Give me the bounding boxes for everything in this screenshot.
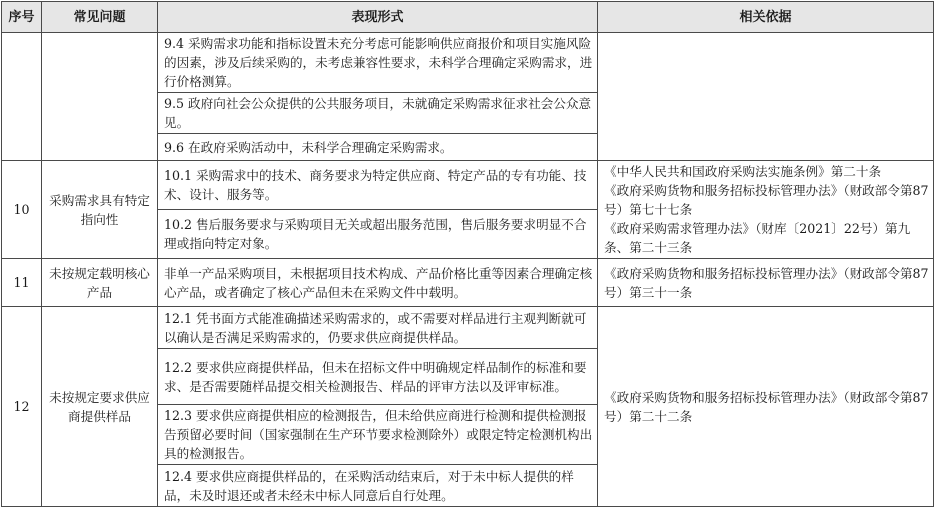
row-number: 10 [2,161,42,259]
form-item: 10.2 售后服务要求与采购项目无关或超出服务范围，售后服务要求明显不合理或指向特定对象。 [158,210,598,259]
header-basis: 相关依据 [598,2,934,33]
form-item: 12.3 要求供应商提供相应的检测报告，但未给供应商进行检测和提供检测报告预留必要时间（国家强制在生产环节要求检测除外）或限定特定检测机构出具的检测报告。 [158,405,598,465]
form-item: 10.1 采购需求中的技术、商务要求为特定供应商、特定产品的专有功能、技术、设计、服务等。 [158,161,598,210]
table-row [2,259,934,307]
row-issue [42,33,158,161]
row-issue: 采购需求具有特定指向性 [42,161,158,259]
header-issue: 常见问题 [42,2,158,33]
row-basis: 《政府采购货物和服务招标投标管理办法》（财政部令第87号）第二十二条 [598,307,934,507]
table-row [2,307,934,349]
header-form: 表现形式 [158,2,598,33]
row-issue: 未按规定载明核心产品 [42,259,158,307]
table-row [2,33,934,93]
row-number: 12 [2,307,42,507]
table-header-row [2,2,934,33]
form-item: 9.4 采购需求功能和指标设置未充分考虑可能影响供应商报价和项目实施风险的因素，涉及后续采购的，未考虑兼容性要求，未科学合理确定采购需求，进行价格测算。 [158,33,598,93]
form-item: 9.5 政府向社会公众提供的公共服务项目，未就确定采购需求征求社会公众意见。 [158,93,598,134]
table-row [2,161,934,210]
row-basis: 《政府采购货物和服务招标投标管理办法》（财政部令第87号）第三十一条 [598,259,934,307]
form-item: 12.1 凭书面方式能准确描述采购需求的，或不需要对样品进行主观判断就可以确认是否满足采购需求的，仍要求供应商提供样品。 [158,307,598,349]
form-item: 非单一产品采购项目，未根据项目技术构成、产品价格比重等因素合理确定核心产品，或者确定了核心产品但未在采购文件中载明。 [158,259,598,307]
form-item: 9.6 在政府采购活动中，未科学合理确定采购需求。 [158,134,598,161]
row-issue: 未按规定要求供应商提供样品 [42,307,158,507]
form-item: 12.4 要求供应商提供样品的，在采购活动结束后，对于未中标人提供的样品，未及时退还或者未经未中标人同意后自行处理。 [158,465,598,507]
row-number: 11 [2,259,42,307]
header-no: 序号 [2,2,42,33]
row-number [2,33,42,161]
row-basis: 《中华人民共和国政府采购法实施条例》第二十条 《政府采购货物和服务招标投标管理办法》（财政部令第87号）第七十七条 《政府采购需求管理办法》（财库〔2021〕22号）第九条、第二十三条 [598,161,934,259]
form-item: 12.2 要求供应商提供样品，但未在招标文件中明确规定样品制作的标准和要求、是否需要随样品提交相关检测报告、样品的评审方法以及评审标准。 [158,349,598,405]
regulation-table [1,1,934,507]
row-basis [598,33,934,161]
